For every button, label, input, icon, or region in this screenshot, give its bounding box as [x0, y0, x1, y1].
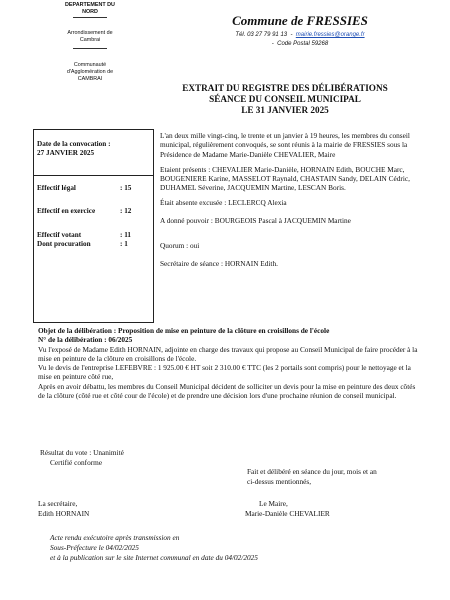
convocation-date: 27 JANVIER 2025 [37, 149, 95, 157]
convocation-label: Date de la convocation : [37, 140, 111, 148]
acte-executoire [50, 533, 258, 563]
divider [73, 48, 107, 49]
maire-name: Marie-Danièle CHEVALIER [245, 509, 330, 518]
deliberation-number: N° de la délibération : 06/2025 [38, 335, 133, 345]
summary-box [33, 129, 154, 323]
departement-block [10, 2, 170, 19]
preamble-quorum: Quorum : oui [160, 241, 200, 251]
communaute-label: Communauté d'Agglomération de CAMBRAI [66, 62, 114, 82]
effectif-votant-label: Effectif votant [37, 231, 82, 239]
preamble-intro: L'an deux mille vingt-cinq, le trente et un janvier à 19 heures, les membres du conseil municipal, régulièrement convoqués, se sont réunis à la mairie de FRESSIES sous la Présidence de Madame Marie-Danièle CHEVALIER, Maire [160, 131, 410, 159]
divider [73, 17, 107, 18]
commune-tel: Tél. 03 27 79 91 13 [235, 32, 288, 38]
effectif-exercice-value: : 12 [120, 207, 132, 215]
deliberation-body [38, 326, 418, 400]
acte-line-1: Acte rendu exécutoire après transmission en [50, 533, 180, 542]
contact-line-1: Tél. 03 27 79 91 13 - mairie.fressies@orange.fr [235, 32, 365, 38]
deliberation-para-2: Vu le devis de l'entreprise LEFEBVRE : 1 925.00 € HT soit 2 310.00 € TTC (les 2 portails sont compris) pour le nettoyage et la mise en peinture côté rue, [38, 363, 411, 382]
acte-line-2: Sous-Préfecture le 04/02/2025 [50, 543, 139, 552]
extrait-line-1: EXTRAIT DU REGISTRE DES DÉLIBÉRATIONS [182, 83, 388, 93]
fait-line-1: Fait et délibéré en séance du jour, mois et an [247, 467, 377, 476]
effectif-legal-label: Effectif légal [37, 184, 76, 192]
secretaire-name: Edith HORNAIN [38, 509, 90, 518]
arrondissement-label: Arrondissement de Cambrai [67, 30, 113, 43]
vote-result: Résultat du vote : Unanimité [40, 448, 124, 457]
box-divider [34, 175, 153, 176]
maire-title: Le Maire, [259, 499, 288, 508]
departement-label: DEPARTEMENT DU NORD [65, 2, 115, 15]
fait-block [247, 467, 377, 487]
commune-contact [200, 31, 400, 49]
fait-line-2: ci-dessus mentionnés, [247, 477, 312, 486]
maire-signature [245, 499, 330, 519]
vote-block [40, 448, 124, 467]
effectif-votant-value: : 11 [120, 231, 131, 239]
effectif-exercice-label: Effectif en exercice [37, 207, 96, 215]
extrait-line-3: LE 31 JANVIER 2025 [241, 105, 329, 115]
preamble-secretaire: Secrétaire de séance : HORNAIN Edith. [160, 258, 278, 268]
preamble-absente: Était absente excusée : LECLERCQ Alexia [160, 197, 287, 207]
objet-line: Objet de la délibération : Proposition de mise en peinture de la clôture en croisillons de l'école [38, 326, 330, 335]
acte-line-3: et à la publication sur le site Internet communal en date du 04/02/2025 [50, 553, 258, 562]
commune-email-link[interactable]: mairie.fressies@orange.fr [295, 32, 365, 38]
communaute-block [10, 62, 170, 83]
secretaire-signature [38, 499, 89, 519]
secretaire-title: La secrétaire, [38, 499, 78, 508]
preamble [160, 131, 418, 268]
deliberation-para-1: Vu l'exposé de Madame Edith HORNAIN, adjointe en charge des travaux qui propose au Conseil Municipal de faire procéder à la mise en peinture de la clôture en croisillons de l'école. [38, 344, 418, 363]
commune-title: Commune de FRESSIES [232, 13, 368, 28]
commune-postal: Code Postal 59268 [277, 41, 329, 47]
extrait-line-2: SÉANCE DU CONSEIL MUNICIPAL [209, 94, 361, 104]
procuration-label: Dont procuration [37, 240, 91, 248]
preamble-pouvoir: A donné pouvoir : BOURGEOIS Pascal à JACQUEMIN Martine [160, 216, 351, 226]
effectif-legal-value: : 15 [120, 184, 132, 192]
preamble-presents: Etaient présents : CHEVALIER Marie-Danièle, HORNAIN Edith, BOUCHE Marc, BOUGENIERE Karine, MASSELOT Raynald, CHASTAIN Sandy, DELAIN Cédric, DUHAMEL Séverine, JACQUEMIN Martine, LESCAN Boris. [160, 164, 410, 193]
contact-line-2: - Code Postal 59268 [271, 41, 329, 47]
extrait-heading [160, 83, 410, 116]
procuration-value: : 1 [120, 240, 128, 248]
certifie-conforme: Certifié conforme [50, 457, 103, 467]
deliberation-para-3: Après en avoir débattu, les membres du Conseil Municipal décident de solliciter un devis pour la mise en peinture des deux côtés de la clôture (côté rue et côté cour de l'école) et de prendre une décision lors d'une prochaine réunion de conseil municipal. [38, 381, 416, 401]
arrondissement-block [10, 30, 170, 50]
